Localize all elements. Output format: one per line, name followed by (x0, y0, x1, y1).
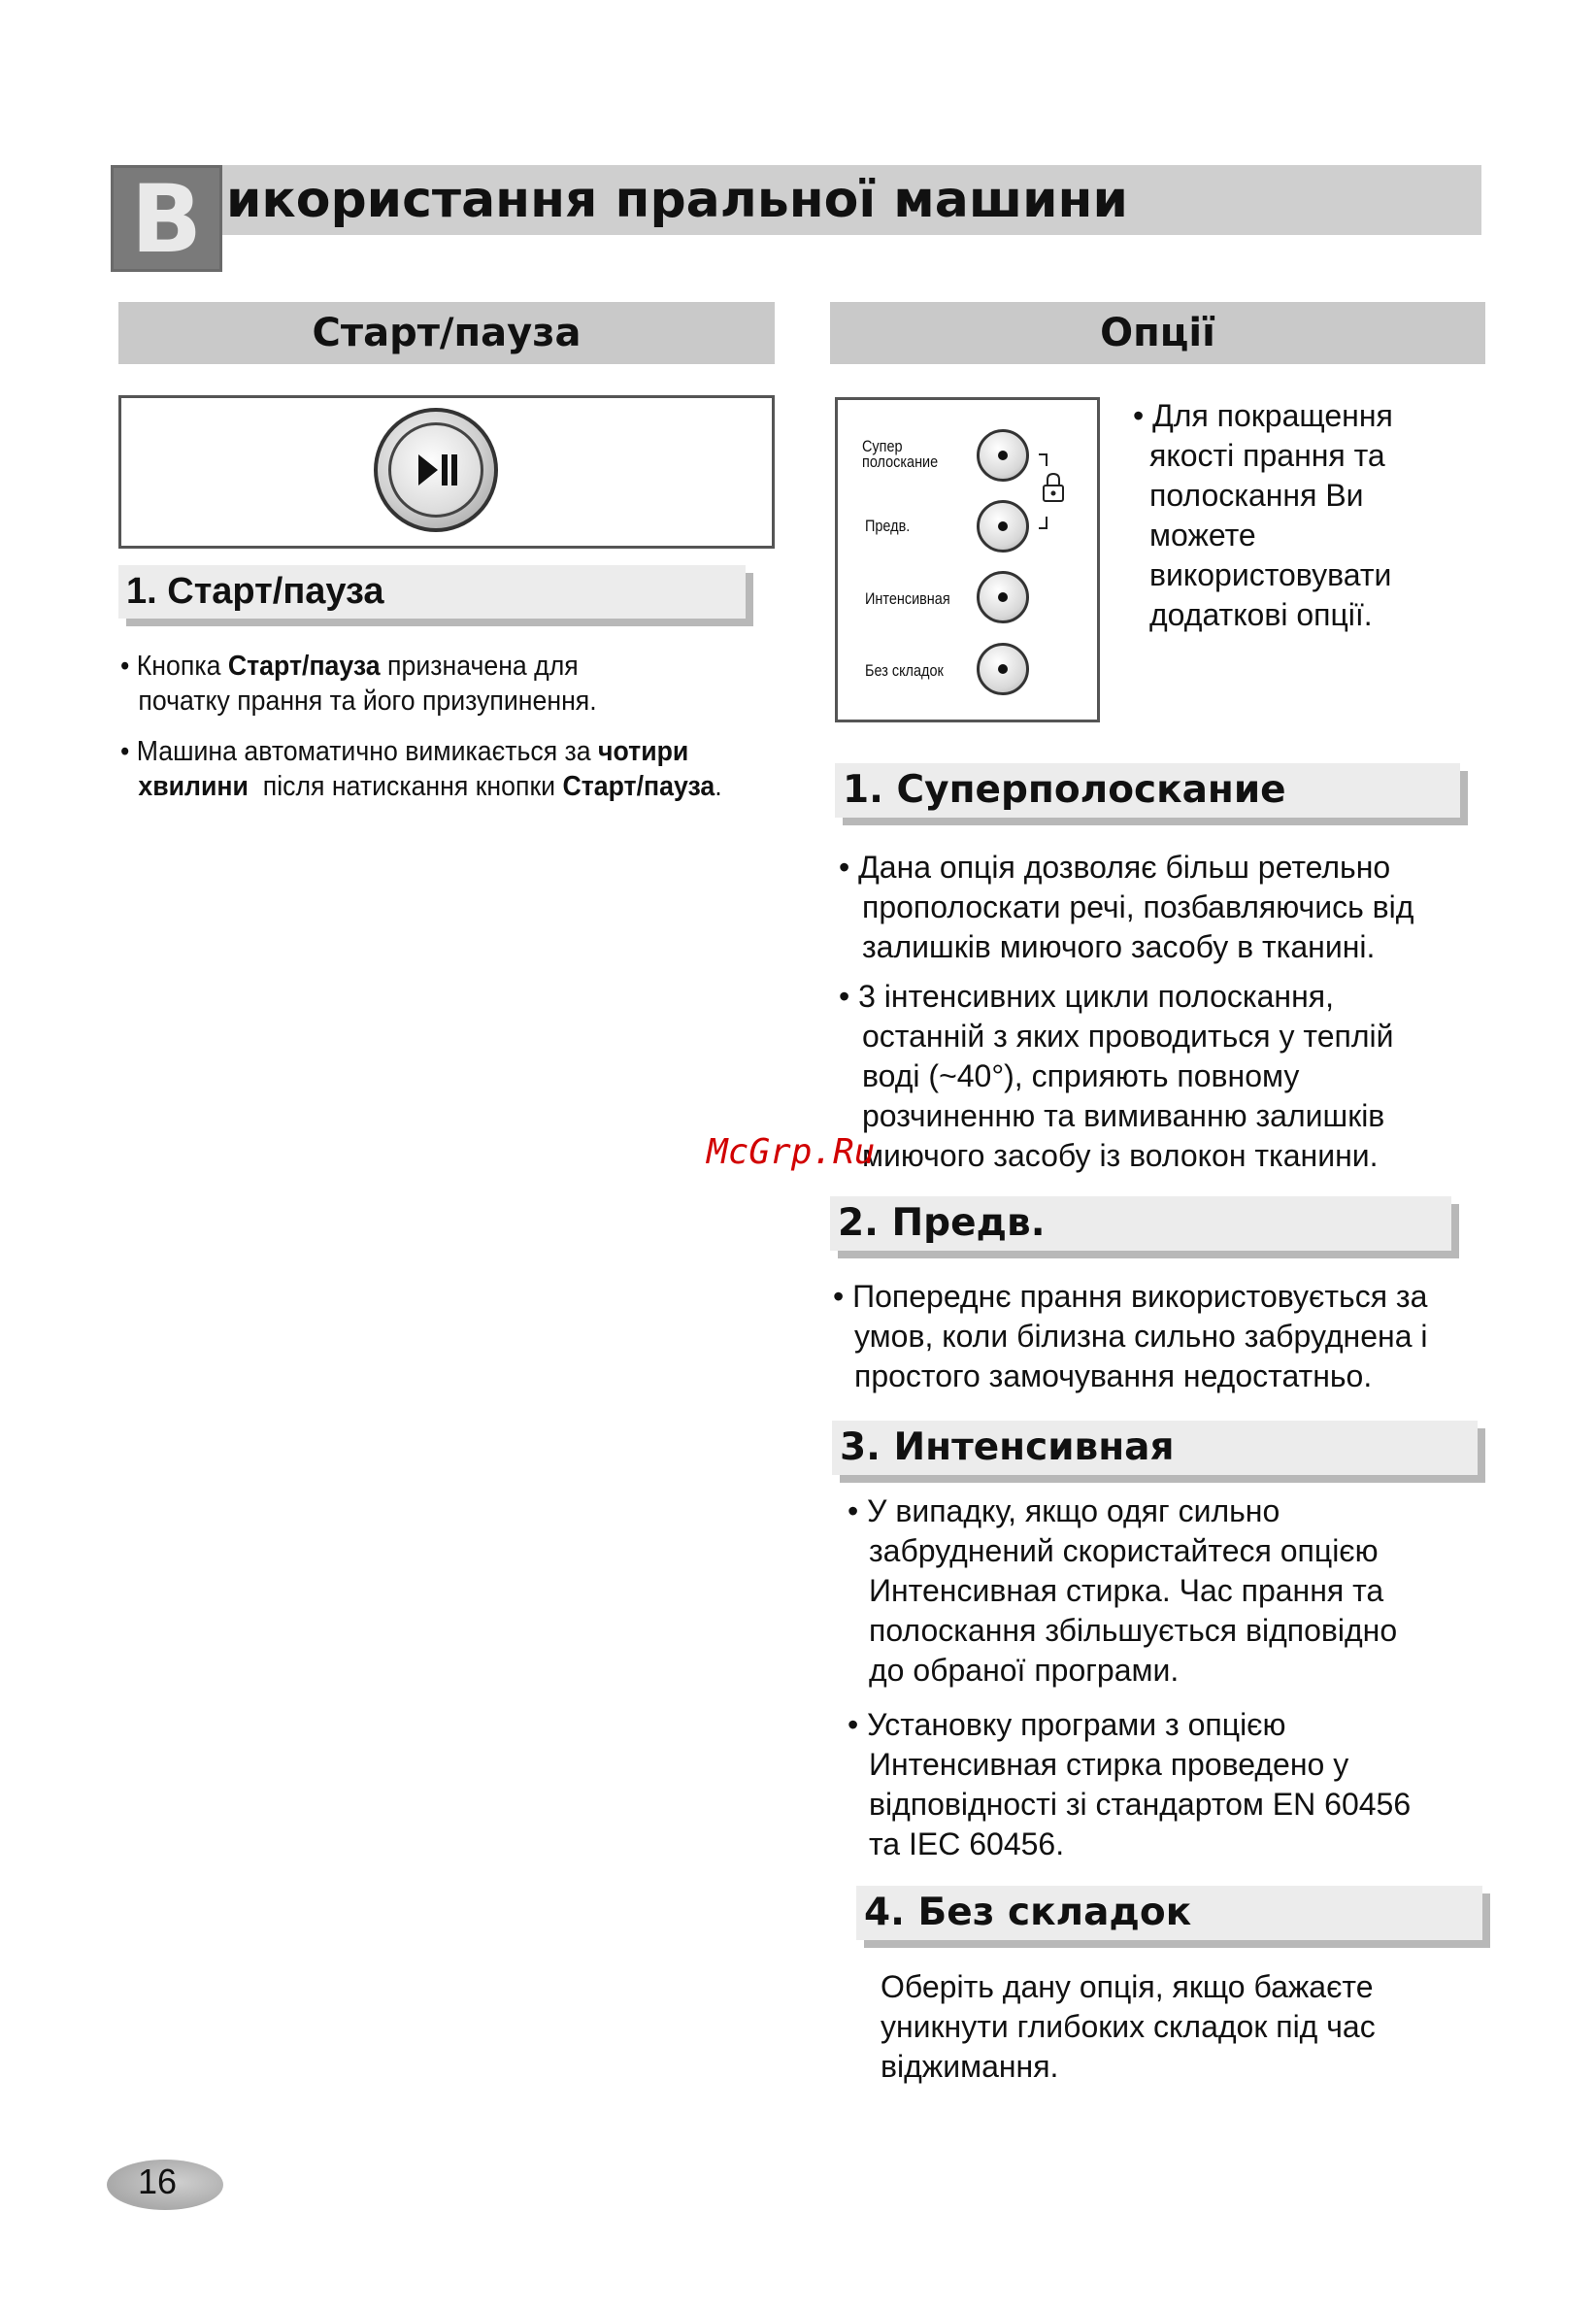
column-header-start-pause: Старт/пауза (118, 302, 775, 364)
left-bullet-1: • Кнопка Старт/пауза призначена для початку прання та його призупинення. (120, 651, 597, 717)
text-line: воді (~40°), сприяють повному (862, 1058, 1300, 1093)
page-number: 16 (138, 2161, 178, 2201)
text-line: 3 інтенсивних цикли полоскання, (858, 979, 1334, 1014)
section-heading-intensive (832, 1421, 1478, 1475)
intensive-bullet-2: • Установку програми з опцією Интенсивная стирка проведено у відповідності зі стандартом EN 60456 та IEC 60456. (848, 1705, 1411, 1864)
text-line: додаткові опції. (1149, 597, 1373, 632)
text-line: останній з яких проводиться у теплій (862, 1019, 1394, 1054)
text-line: початку прання та його призупинення. (138, 686, 597, 717)
text-run: . (715, 771, 722, 802)
text-line: якості прання та (1149, 438, 1385, 473)
bold-run: Старт/пауза (562, 771, 715, 802)
text-line: Для покращення (1152, 398, 1393, 433)
text-line: до обраної програми. (869, 1653, 1180, 1688)
text-line: миючого засобу із волокон тканини. (862, 1138, 1379, 1173)
left-bullet-2: • Машина автоматично вимикається за чотири хвилини після натискання кнопки Старт/пауза. (120, 736, 722, 802)
option-label-intensive: Интенсивная (865, 589, 950, 608)
text-line: забруднений скористайтеся опцією (869, 1533, 1379, 1568)
text-line: уникнути глибоких складок під час (881, 2009, 1376, 2044)
option-button-no-crease (977, 643, 1029, 695)
option-button-dot (998, 521, 1008, 531)
bold-run: Старт/пауза (227, 651, 381, 682)
text-line: Оберіть дану опція, якщо бажаєте (881, 1969, 1374, 2004)
play-pause-icon (388, 422, 483, 518)
text-run: Кнопка (136, 651, 228, 682)
text-line: та IEC 60456. (869, 1826, 1065, 1861)
text-line: можете (1149, 518, 1256, 553)
option-button-prewash (977, 500, 1029, 553)
section-heading-start-pause (118, 565, 746, 619)
text-line: У випадку, якщо одяг сильно (867, 1493, 1280, 1528)
text-line: залишків миючого засобу в тканині. (862, 929, 1376, 964)
intensive-bullet-1: • У випадку, якщо одяг сильно забруднений скористайтеся опцією Интенсивная стирка. Час прання та полоскання збільшується відповідно до обраної програми. (848, 1491, 1397, 1691)
text-run: призначена для (380, 651, 579, 682)
section-heading-no-crease (856, 1886, 1482, 1940)
text-run: Машина автоматично вимикається за (136, 736, 599, 767)
text-line: розчиненню та вимиванню залишків (862, 1098, 1385, 1133)
watermark: McGrp.Ru (707, 1132, 876, 1172)
option-button-dot (998, 451, 1008, 460)
bold-run: чотири (598, 736, 689, 767)
option-button-intensive (977, 571, 1029, 623)
super-rinse-bullet-2: • 3 інтенсивних цикли полоскання, останній з яких проводиться у теплій воді (~40°), сприяють повному розчиненню та вимиванню залишків миючого засобу із волокон тканини. (839, 977, 1393, 1176)
text-run: після натискання кнопки (248, 771, 563, 802)
page-title: икористання пральної машини (226, 171, 1128, 229)
bold-run: хвилини (138, 771, 249, 802)
option-label-no-crease: Без складок (865, 661, 944, 680)
super-rinse-bullet-1: • Дана опція дозволяє більш ретельно прополоскати речі, позбавляючись від залишків миючого засобу в тканині. (839, 848, 1413, 967)
child-lock-icon (1035, 452, 1070, 530)
section-heading-text: 4. Без складок (864, 1891, 1192, 1934)
text-line: полоскання Ви (1149, 478, 1364, 513)
section-heading-text: 2. Предв. (838, 1201, 1046, 1245)
text-line: умов, коли білизна сильно забруднена і (854, 1319, 1428, 1354)
section-heading-prewash (830, 1196, 1451, 1251)
section-heading-text: 3. Интенсивная (840, 1425, 1175, 1469)
text-line: Установку програми з опцією (867, 1707, 1286, 1742)
no-crease-paragraph (881, 1967, 1376, 2087)
text-line: полоскання збільшується відповідно (869, 1613, 1398, 1648)
text-line: простого замочування недостатньо. (854, 1358, 1373, 1393)
column-header-options: Опції (830, 302, 1485, 364)
options-intro: • Для покращення якості прання та полоскання Ви можете використовувати додаткові опції. (1133, 396, 1393, 635)
option-button-super-rinse (977, 429, 1029, 482)
text-line: прополоскати речі, позбавляючись від (862, 889, 1414, 924)
option-label-super-rinse-line2: полоскание (862, 452, 939, 471)
option-label-prewash: Предв. (865, 517, 911, 535)
text-line: використовувати (1149, 557, 1392, 592)
option-button-dot (998, 592, 1008, 602)
text-line: Попереднє прання використовується за (852, 1279, 1428, 1314)
text-line: Интенсивная стирка. Час прання та (869, 1573, 1384, 1608)
section-heading-text: 1. Старт/пауза (126, 571, 384, 612)
prewash-bullet-1: • Попереднє прання використовується за умов, коли білизна сильно забруднена і простого замочування недостатньо. (833, 1277, 1427, 1396)
text-line: Дана опція дозволяє більш ретельно (858, 850, 1391, 885)
text-line: Интенсивная стирка проведено у (869, 1747, 1349, 1782)
option-label-super-rinse-line1: Супер (862, 437, 903, 455)
section-heading-text: 1. Суперполоскание (843, 768, 1286, 812)
title-initial-letter: В (130, 165, 203, 274)
option-button-dot (998, 664, 1008, 674)
text-line: віджимання. (881, 2049, 1059, 2084)
text-line: відповідності зі стандартом EN 60456 (869, 1787, 1412, 1822)
section-heading-super-rinse (835, 763, 1460, 818)
